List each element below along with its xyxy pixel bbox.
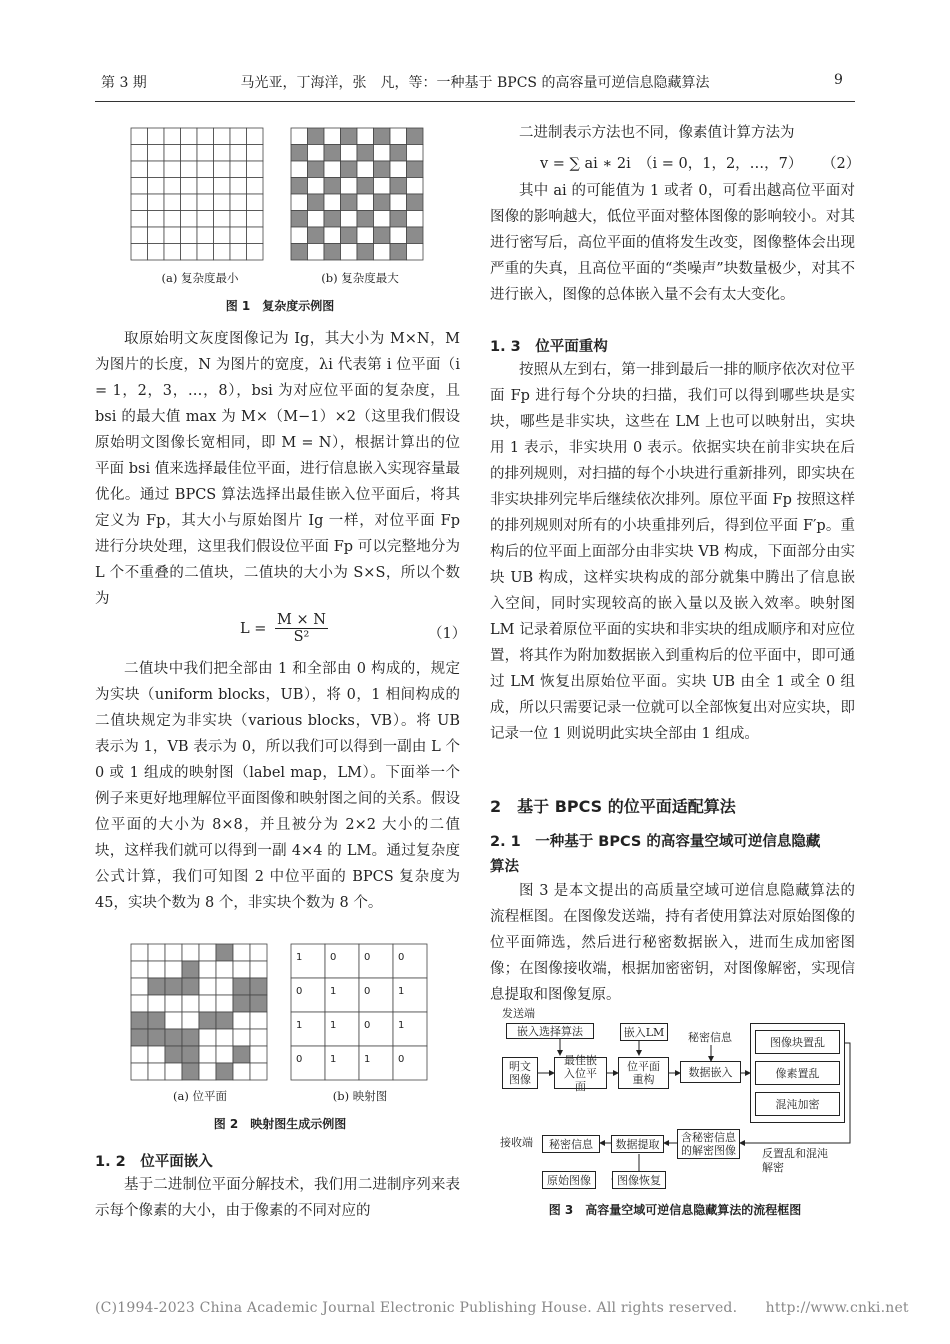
grid-cell — [374, 244, 391, 261]
bitplane-cell — [233, 944, 250, 961]
bitplane-cell — [165, 944, 182, 961]
grid-cell — [214, 145, 231, 162]
bitplane-cell — [250, 995, 267, 1012]
fig3-box-reconstruct: 位平面重构 — [618, 1057, 669, 1089]
grid-cell — [341, 178, 358, 195]
bitplane-cell — [199, 944, 216, 961]
grid-cell — [131, 211, 148, 228]
bitplane-cell — [131, 944, 148, 961]
grid-cell — [197, 227, 214, 244]
grid-cell — [407, 244, 424, 261]
grid-cell — [291, 178, 308, 195]
paragraph: 取原始明文灰度图像记为 Ig，其大小为 M×N，M 为图片的长度，N 为图片的宽度，λi 代表第 i 位平面（i = 1，2，3，…，8），bsi 为对应位平面的复杂度，且 bsi 的最大值 max 为 M×（M−1）×2（这里我们假设原始明文图像长宽相同，即 M = N），根据计算出的位平面 bsi 值来选择最佳位平面，进行信息嵌入实现容量最优化。通过 BPCS 算法选择出最佳嵌入位平面后，将其定义为 Fp，其大小与原始图片 Ig 一样，对位平面 Fp 进行分块处理，这里我们假设位平面 Fp 可以完整地分为 L 个不重叠的二值块，二值块的大小为 S×S，所以个数为 — [95, 331, 460, 607]
grid-cell — [357, 145, 374, 162]
copyright-footer: (C)1994-2023 China Academic Journal Electronic Publishing House. All rights reserved. http://www.cnki.net — [95, 1300, 909, 1316]
grid-cell — [148, 161, 165, 178]
grid-cell — [341, 161, 358, 178]
label-map-value: 1 — [398, 1020, 405, 1031]
grid-cell — [324, 194, 341, 211]
grid-cell — [407, 194, 424, 211]
fig3-secret-label: 秘密信息 — [688, 1031, 732, 1044]
bitplane-cell — [131, 1046, 148, 1063]
grid-cell — [357, 128, 374, 145]
fig3-box-best-plane: 最佳嵌入位平面 — [554, 1057, 607, 1089]
grid-cell — [181, 178, 198, 195]
bitplane-cell — [250, 1063, 267, 1080]
fig3-box-pixel-scramble: 像素置乱 — [755, 1061, 840, 1085]
grid-cell — [214, 194, 231, 211]
right-column-3 — [490, 357, 855, 747]
grid-cell — [164, 178, 181, 195]
bitplane-cell — [165, 1063, 182, 1080]
grid-cell — [214, 227, 231, 244]
bitplane-cell — [199, 995, 216, 1012]
grid-cell — [131, 194, 148, 211]
grid-cell — [164, 244, 181, 261]
section-2-1-heading-cont: 算法 — [490, 859, 519, 875]
fig2-subcaption-a: (a) 位平面 — [173, 1089, 227, 1103]
grid-cell — [374, 128, 391, 145]
paragraph: 图 3 是本文提出的高质量空域可逆信息隐藏算法的流程框图。在图像发送端，持有者使用算法对原始图像的位平面筛选，然后进行秘密数据嵌入，进而生成加密图像；在图像接收端，根据加密密钥，对图像解密，实现信息提取和图像复原。 — [490, 883, 855, 1003]
grid-cell — [247, 227, 264, 244]
paragraph: 二值块中我们把全部由 1 和全部由 0 构成的，规定为实块（uniform blocks，UB），将 0，1 相间构成的二值块规定为非实块（various blocks，VB）。将 UB 表示为 1，VB 表示为 0，所以我们可以得到一副由 L 个 0 或 1 组成的映射图（label map，LM）。下面举一个例子来更好地理解位平面图像和映射图之间的关系。假设位平面的大小为 8×8，并且被分为 2×2 大小的二值块，这样我们就可以得到一副 4×4 的 LM。通过复杂度公式计算，我们可知图 2 中位平面的 BPCS 复杂度为 45，实块个数为 8 个，非实块个数为 8 个。 — [95, 661, 460, 911]
bitplane-cell — [182, 961, 199, 978]
grid-cell — [341, 227, 358, 244]
grid-cell — [357, 161, 374, 178]
bitplane-cell — [182, 978, 199, 995]
grid-cell — [214, 178, 231, 195]
bitplane-cell — [233, 978, 250, 995]
grid-cell — [324, 145, 341, 162]
paragraph: 基于二进制位平面分解技术，我们用二进制序列来表示每个像素的大小，由于像素的不同对应的 — [95, 1177, 460, 1219]
label-map-value: 0 — [398, 1054, 405, 1065]
fig3-box-embed-select: 嵌入选择算法 — [506, 1023, 594, 1039]
grid-cell — [148, 211, 165, 228]
paragraph: 按照从左到右，第一排到最后一排的顺序依次对位平面 Fp 进行每个分块的扫描，我们可以得到哪些块是实块，哪些是非实块，这些在 LM 上也可以映射出，实块用 1 表示，非实块用 0 表示。依据实块在前非实块在后的排列规则，对扫描的每个小块进行重新排列，即实块在非实块排列完毕后继续依次排列。原位平面 Fp 按照这样的排列规则对所有的小块重排列后，得到位平面 F′p。重构后的位平面上面部分由非实块 VB 构成，下面部分由实块 UB 构成，这样实块构成的部分就集中腾出了信息嵌入空间，同时实现较高的嵌入量以及嵌入效率。映射图 LM 记录着原位平面的实块和非实块的组成顺序和对应位置，将其作为附加数据嵌入到重构后的位平面中，即可通过 LM 恢复出原始位平面。实块 UB 由全 1 或全 0 组成，所以只需要记录一位就可以全部恢复出对应实块，即记录一位 1 则说明此实块全部由 1 组成。 — [490, 362, 855, 742]
label-map-value: 0 — [296, 986, 303, 997]
grid-cell — [197, 211, 214, 228]
grid-cell — [131, 178, 148, 195]
grid-cell — [148, 227, 165, 244]
bitplane-cell — [148, 944, 165, 961]
grid-cell — [308, 145, 325, 162]
grid-cell — [407, 145, 424, 162]
bitplane-cell — [131, 1063, 148, 1080]
bitplane-cell — [131, 1029, 148, 1046]
bitplane-cell — [216, 1012, 233, 1029]
grid-cell — [324, 227, 341, 244]
section-2-heading: 2 基于 BPCS 的位平面适配算法 — [490, 797, 736, 816]
fig3-flowchart — [490, 1003, 860, 1193]
grid-cell — [181, 161, 198, 178]
label-map-value: 1 — [330, 1054, 337, 1065]
grid-cell — [291, 128, 308, 145]
grid-cell — [291, 145, 308, 162]
grid-cell — [197, 145, 214, 162]
equation-1-number: （1） — [428, 626, 467, 642]
left-column-2 — [95, 656, 460, 916]
grid-cell — [181, 128, 198, 145]
fig1-subcaption-a: (a) 复杂度最小 — [161, 271, 239, 285]
fig3-box-original-image: 原始图像 — [542, 1171, 596, 1189]
fig2-bitplane-grid — [130, 943, 268, 1081]
grid-cell — [164, 227, 181, 244]
grid-cell — [390, 145, 407, 162]
fig3-box-data-extract: 数据提取 — [611, 1135, 664, 1153]
issue-number: 第 3 期 — [101, 75, 147, 91]
grid-cell — [131, 161, 148, 178]
bitplane-cell — [233, 1063, 250, 1080]
bitplane-cell — [165, 1029, 182, 1046]
label-map-value: 1 — [364, 1054, 371, 1065]
running-title: 马光亚，丁海洋，张 凡，等：一种基于 BPCS 的高容量可逆信息隐藏算法 — [240, 75, 710, 91]
grid-cell — [341, 194, 358, 211]
grid-cell — [247, 145, 264, 162]
bitplane-cell — [165, 995, 182, 1012]
fig2-label-map — [290, 943, 428, 1081]
grid-cell — [164, 145, 181, 162]
bitplane-cell — [182, 944, 199, 961]
grid-cell — [131, 128, 148, 145]
fig3-box-decrypted-image: 含秘密信息的解密图像 — [677, 1129, 740, 1159]
grid-cell — [407, 211, 424, 228]
grid-cell — [148, 244, 165, 261]
bitplane-cell — [216, 961, 233, 978]
grid-cell — [308, 194, 325, 211]
grid-cell — [324, 178, 341, 195]
equation-1: L = $\frac{M \times N}{\text{S²}}$ — [240, 612, 326, 645]
grid-cell — [390, 161, 407, 178]
fig3-box-embed-lm: 嵌入LM — [620, 1023, 668, 1041]
grid-cell — [341, 211, 358, 228]
fig3-box-secret-info: 秘密信息 — [542, 1135, 600, 1153]
bitplane-cell — [148, 1029, 165, 1046]
label-map-value: 0 — [364, 986, 371, 997]
grid-cell — [390, 211, 407, 228]
bitplane-cell — [199, 1012, 216, 1029]
grid-cell — [341, 244, 358, 261]
grid-cell — [197, 161, 214, 178]
grid-cell — [230, 244, 247, 261]
grid-cell — [230, 227, 247, 244]
grid-cell — [357, 178, 374, 195]
label-map-value: 0 — [364, 952, 371, 963]
grid-cell — [247, 194, 264, 211]
grid-cell — [374, 161, 391, 178]
left-column — [95, 326, 460, 612]
grid-cell — [247, 178, 264, 195]
bitplane-cell — [165, 978, 182, 995]
bitplane-cell — [182, 1063, 199, 1080]
section-1-2-heading: 1. 2 位平面嵌入 — [95, 1154, 213, 1170]
grid-cell — [230, 211, 247, 228]
grid-cell — [230, 194, 247, 211]
grid-cell — [308, 128, 325, 145]
grid-cell — [164, 211, 181, 228]
grid-cell — [324, 128, 341, 145]
grid-cell — [308, 161, 325, 178]
bitplane-cell — [199, 1046, 216, 1063]
fig3-caption: 图 3 高容量空域可逆信息隐藏算法的流程框图 — [548, 1203, 802, 1217]
grid-cell — [291, 194, 308, 211]
bitplane-cell — [233, 1046, 250, 1063]
bitplane-cell — [182, 995, 199, 1012]
bitplane-cell — [148, 961, 165, 978]
grid-cell — [291, 161, 308, 178]
grid-cell — [407, 128, 424, 145]
bitplane-cell — [233, 995, 250, 1012]
fig3-receiver-label: 接收端 — [500, 1136, 533, 1149]
label-map-value: 0 — [364, 1020, 371, 1031]
grid-cell — [197, 244, 214, 261]
grid-cell — [374, 178, 391, 195]
grid-cell — [374, 227, 391, 244]
grid-cell — [247, 161, 264, 178]
grid-cell — [390, 194, 407, 211]
label-map-value: 0 — [330, 952, 337, 963]
grid-cell — [181, 227, 198, 244]
label-map-value: 1 — [330, 1020, 337, 1031]
grid-cell — [131, 145, 148, 162]
bitplane-cell — [250, 1012, 267, 1029]
grid-cell — [407, 161, 424, 178]
grid-cell — [181, 145, 198, 162]
grid-cell — [148, 178, 165, 195]
grid-cell — [374, 194, 391, 211]
grid-cell — [197, 178, 214, 195]
bitplane-cell — [182, 1046, 199, 1063]
bitplane-cell — [131, 1012, 148, 1029]
grid-cell — [390, 227, 407, 244]
bitplane-cell — [233, 961, 250, 978]
bitplane-cell — [250, 944, 267, 961]
grid-cell — [148, 128, 165, 145]
bitplane-cell — [148, 1063, 165, 1080]
fig2-caption: 图 2 映射图生成示例图 — [213, 1117, 347, 1131]
section-2-1-heading: 2. 1 一种基于 BPCS 的高容量空域可逆信息隐藏 — [490, 834, 821, 850]
fig3-box-data-embed: 数据嵌入 — [680, 1061, 741, 1083]
grid-cell — [181, 194, 198, 211]
bitplane-cell — [131, 961, 148, 978]
grid-cell — [291, 211, 308, 228]
bitplane-cell — [233, 1029, 250, 1046]
fig3-descramble-label: 反置乱和混沌解密 — [762, 1147, 828, 1174]
bitplane-cell — [199, 1029, 216, 1046]
grid-cell — [357, 211, 374, 228]
bitplane-cell — [199, 1063, 216, 1080]
fig3-box-chaos-encrypt: 混沌加密 — [755, 1092, 840, 1116]
bitplane-cell — [131, 995, 148, 1012]
left-column-3 — [95, 1172, 460, 1224]
header-rule — [95, 101, 855, 102]
label-map-value: 1 — [398, 986, 405, 997]
bitplane-cell — [148, 1046, 165, 1063]
grid-cell — [324, 244, 341, 261]
grid-cell — [230, 145, 247, 162]
grid-cell — [308, 178, 325, 195]
grid-cell — [357, 227, 374, 244]
bitplane-cell — [216, 1063, 233, 1080]
grid-cell — [131, 244, 148, 261]
grid-cell — [341, 145, 358, 162]
fig1-subcaption-b: (b) 复杂度最大 — [321, 271, 399, 285]
fig3-encrypt-group — [750, 1023, 845, 1123]
bitplane-cell — [233, 1012, 250, 1029]
fig1-caption: 图 1 复杂度示例图 — [225, 299, 335, 313]
grid-cell — [308, 211, 325, 228]
grid-cell — [247, 211, 264, 228]
grid-cell — [374, 145, 391, 162]
right-column — [490, 120, 855, 146]
fig2-subcaption-b: (b) 映射图 — [332, 1089, 388, 1103]
grid-cell — [214, 244, 231, 261]
label-map-value: 1 — [296, 1020, 303, 1031]
grid-cell — [230, 128, 247, 145]
bitplane-cell — [216, 1029, 233, 1046]
label-map-value: 0 — [398, 952, 405, 963]
grid-cell — [197, 128, 214, 145]
grid-cell — [148, 145, 165, 162]
bitplane-cell — [199, 978, 216, 995]
fig1-min-complexity-grid — [130, 127, 266, 263]
grid-cell — [374, 211, 391, 228]
bitplane-cell — [250, 1046, 267, 1063]
equation-2: v = ∑ ai ∗ 2i （i = 0，1，2，…，7） — [540, 156, 803, 172]
grid-cell — [181, 211, 198, 228]
right-column-2 — [490, 178, 855, 308]
grid-cell — [230, 178, 247, 195]
fig3-box-image-restore: 图像恢复 — [612, 1171, 666, 1189]
bitplane-cell — [165, 1012, 182, 1029]
grid-cell — [341, 128, 358, 145]
grid-cell — [214, 128, 231, 145]
paragraph: 二进制表示方法也不同，像素值计算方法为 — [519, 125, 795, 141]
page-number: 9 — [834, 72, 843, 88]
bitplane-cell — [216, 944, 233, 961]
grid-cell — [407, 178, 424, 195]
grid-cell — [390, 244, 407, 261]
grid-cell — [291, 227, 308, 244]
equation-2-number: （2） — [822, 156, 861, 172]
bitplane-cell — [165, 961, 182, 978]
grid-cell — [407, 227, 424, 244]
label-map-value: 1 — [296, 952, 303, 963]
right-column-4 — [490, 878, 855, 1008]
bitplane-cell — [131, 978, 148, 995]
grid-cell — [164, 128, 181, 145]
bitplane-cell — [216, 978, 233, 995]
bitplane-cell — [148, 995, 165, 1012]
bitplane-cell — [216, 995, 233, 1012]
grid-cell — [148, 194, 165, 211]
grid-cell — [181, 244, 198, 261]
grid-cell — [357, 194, 374, 211]
grid-cell — [197, 194, 214, 211]
grid-cell — [164, 161, 181, 178]
grid-cell — [247, 128, 264, 145]
bitplane-cell — [250, 961, 267, 978]
grid-cell — [164, 194, 181, 211]
grid-cell — [291, 244, 308, 261]
grid-cell — [131, 227, 148, 244]
bitplane-cell — [250, 978, 267, 995]
bitplane-cell — [165, 1046, 182, 1063]
grid-cell — [390, 178, 407, 195]
bitplane-cell — [148, 978, 165, 995]
grid-cell — [214, 211, 231, 228]
grid-cell — [308, 227, 325, 244]
bitplane-cell — [182, 1029, 199, 1046]
grid-cell — [324, 211, 341, 228]
bitplane-cell — [250, 1029, 267, 1046]
section-1-3-heading: 1. 3 位平面重构 — [490, 339, 608, 355]
bitplane-cell — [148, 1012, 165, 1029]
fig3-box-plain-image: 明文图像 — [502, 1057, 538, 1089]
grid-cell — [230, 161, 247, 178]
paragraph: 其中 ai 的可能值为 1 或者 0，可看出越高位平面对图像的影响越大，低位平面对整体图像的影响较小。对其进行密写后，高位平面的值将发生改变，图像整体会出现严重的失真，且高位平面的“类噪声”块数量极少，对其不进行嵌入，图像的总体嵌入量不会有太大变化。 — [490, 183, 855, 303]
label-map-value: 1 — [330, 986, 337, 997]
grid-cell — [308, 244, 325, 261]
bitplane-cell — [182, 1012, 199, 1029]
grid-cell — [324, 161, 341, 178]
bitplane-cell — [199, 961, 216, 978]
grid-cell — [390, 128, 407, 145]
fig1-max-complexity-grid — [290, 127, 426, 263]
grid-cell — [357, 244, 374, 261]
fig3-sender-label: 发送端 — [502, 1007, 535, 1020]
label-map-value: 0 — [296, 1054, 303, 1065]
grid-cell — [214, 161, 231, 178]
fig3-box-block-scramble: 图像块置乱 — [755, 1030, 840, 1054]
grid-cell — [247, 244, 264, 261]
bitplane-cell — [216, 1046, 233, 1063]
